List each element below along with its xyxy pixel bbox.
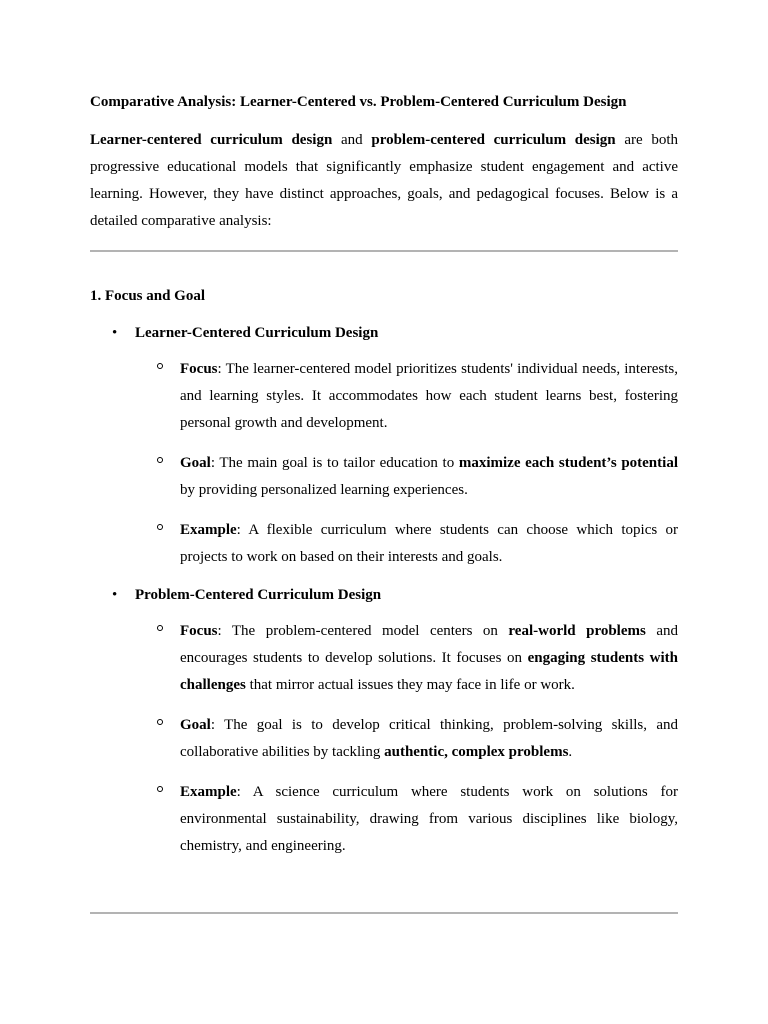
- hollow-circle-bullet-icon: [157, 524, 163, 530]
- problem-focus-bold-2: engaging students with challenges: [180, 650, 678, 693]
- problem-example-text: : A science curriculum where students work on solutions for environmental sustainability, drawing from various disciplines like biology, chemistry, and engineering.: [180, 784, 678, 854]
- problem-example-label: Example: [180, 784, 237, 800]
- bullet-dot: •: [112, 325, 118, 341]
- list-item-learner-centered: [90, 323, 678, 571]
- problem-example-item: [135, 779, 678, 860]
- bullet-dot: •: [112, 587, 118, 603]
- document-title: Comparative Analysis: Learner-Centered vs. Problem-Centered Curriculum Design: [90, 94, 627, 110]
- hollow-circle-bullet-icon: [157, 719, 163, 725]
- list-item-problem-centered: [90, 585, 678, 860]
- learner-goal-label: Goal: [180, 455, 211, 471]
- horizontal-divider-top: [90, 250, 678, 252]
- learner-focus-label: Focus: [180, 361, 218, 377]
- learner-goal-text-1: : The main goal is to tailor education to: [210, 455, 459, 471]
- problem-goal-text-2: .: [568, 744, 573, 760]
- problem-goal-text-1: : The goal is to develop critical thinking, problem-solving skills, and collaborative abilities by tackling: [180, 717, 678, 760]
- learner-example-item: [135, 517, 678, 571]
- section-heading-focus-goal: 1. Focus and Goal: [90, 288, 206, 304]
- hollow-circle-bullet-icon: [157, 625, 163, 631]
- learner-focus-item: [135, 356, 678, 437]
- problem-centered-sublist: [135, 618, 678, 860]
- hollow-circle-bullet-icon: [157, 457, 163, 463]
- learner-goal-text-2: by providing personalized learning experiences.: [180, 482, 468, 498]
- curriculum-list: [90, 323, 678, 860]
- problem-focus-text-3: that mirror actual issues they may face in life or work.: [245, 677, 575, 693]
- problem-centered-heading: Problem-Centered Curriculum Design: [135, 587, 382, 603]
- problem-focus-text-2: and encourages students to develop solutions. It focuses on: [180, 623, 678, 666]
- problem-focus-bold-1: real-world problems: [508, 623, 646, 639]
- problem-goal-item: [135, 712, 678, 766]
- intro-text-1: and: [332, 132, 372, 148]
- intro-bold-problem: problem-centered curriculum design: [371, 132, 616, 148]
- learner-goal-bold: maximize each student’s potential: [458, 455, 678, 471]
- problem-focus-text-1: : The problem-centered model centers on: [217, 623, 509, 639]
- learner-example-text: : A flexible curriculum where students can choose which topics or projects to work on based on their interests and goals.: [180, 522, 678, 565]
- learner-centered-sublist: [135, 356, 678, 571]
- document-page: [90, 92, 678, 914]
- intro-text-2: are both progressive educational models that significantly emphasize student engagement and active learning. However, they have distinct approaches, goals, and pedagogical focuses. Below is a detailed comparative analysis:: [90, 132, 679, 229]
- learner-example-label: Example: [180, 522, 237, 538]
- problem-focus-label: Focus: [180, 623, 218, 639]
- intro-bold-learner: Learner-centered curriculum design: [90, 132, 333, 148]
- horizontal-divider-bottom: [90, 912, 678, 914]
- hollow-circle-bullet-icon: [157, 363, 163, 369]
- learner-centered-heading: Learner-Centered Curriculum Design: [135, 325, 379, 341]
- problem-goal-bold: authentic, complex problems: [384, 744, 569, 760]
- intro-paragraph: [90, 127, 678, 235]
- learner-focus-text: : The learner-centered model prioritizes students' individual needs, interests, and learning styles. It accommodates how each student learns best, fostering personal growth and development.: [180, 361, 678, 431]
- learner-goal-item: [135, 450, 678, 504]
- problem-focus-item: [135, 618, 678, 699]
- hollow-circle-bullet-icon: [157, 786, 163, 792]
- problem-goal-label: Goal: [180, 717, 211, 733]
